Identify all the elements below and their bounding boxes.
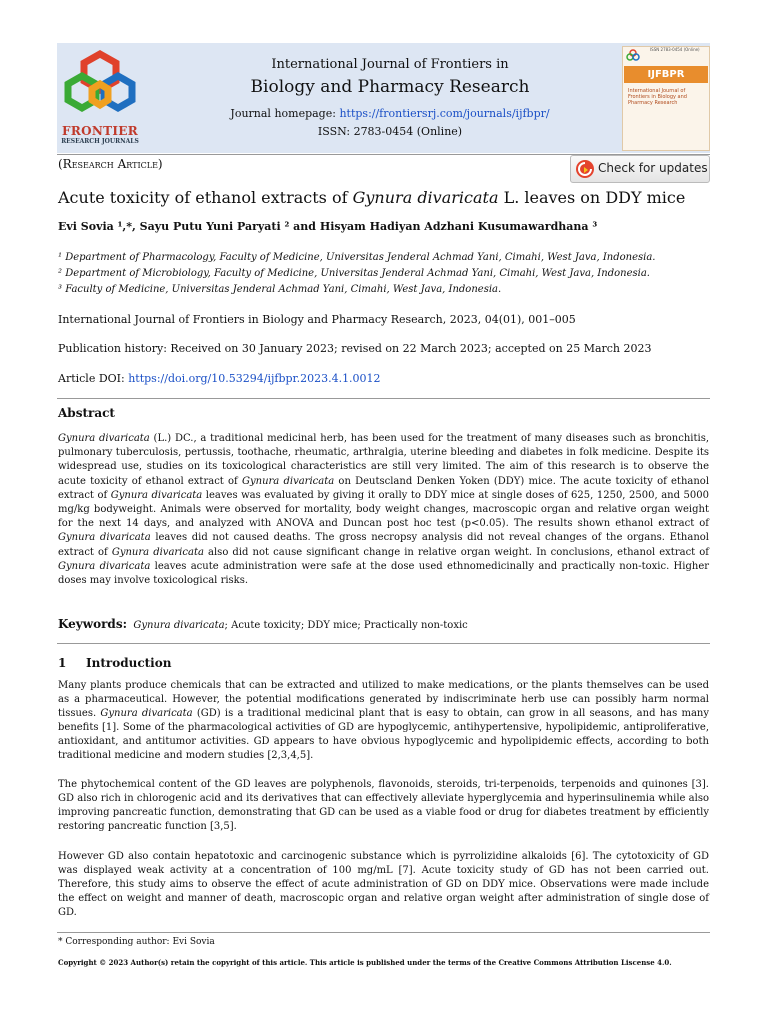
homepage-link[interactable]: https://frontiersrj.com/journals/ijfbpr/ <box>339 107 550 120</box>
check-updates-icon <box>575 159 595 179</box>
authors: Evi Sovia ¹,*, Sayu Putu Yuni Paryati ² and Hisyam Hadiyan Adzhani Kusumawardhana ³ <box>58 220 598 233</box>
check-updates-label: Check for updates <box>598 161 708 175</box>
copyright-notice: Copyright © 2023 Author(s) retain the copyright of this article. This article is published under the terms of the Creative Commons Attribution Liscense 4.0. <box>58 958 672 967</box>
abstract-text: Gynura divaricata (L.) DC., a traditional medicinal herb, has been used for the treatment of many diseases such as bronchitis, pulmonary tuberculosis, pertussis, toothache, rheumatic, arthralgia, uterine bleeding and diabetes in folk medicine. Despite its widespread use, studies on its toxicological characteristics are still very limited. The aim of this research is to observe the acute toxicity of ethanol extract of Gynura divaricata on Deutscland Denken Yoken (DDY) mice. The acute toxicity of ethanol extract of Gynura divaricata leaves was evaluated by giving it orally to DDY mice at single doses of 625, 1250, 2500, and 5000 mg/kg bodyweight. Animals were observed for mortality, body weight changes, macroscopic organ and relative organ weight for the next 14 days, and analyzed with ANOVA and Duncan post hoc test (p<0.05). The results shown ethanol extract of Gynura divaricata leaves did not caused deaths. The gross necropsy analysis did not reveal changes of the organs. Ethanol extract of Gynura divaricata also did not cause significant change in relative organ weight. In conclusions, ethanol extract of Gynura divaricata leaves acute administration were safe at the dose used ethnomedicinally and practically non-toxic. Higher doses may involve toxicological risks. <box>58 433 710 587</box>
cover-title: International Journal of Frontiers in Biology and Pharmacy Research <box>628 88 687 106</box>
affiliation-2: ² Department of Microbiology, Faculty of Medicine, Universitas Jenderal Achmad Yani, Cimahi, West Java, Indonesia. <box>58 268 650 279</box>
keywords-list: ; Acute toxicity; DDY mice; Practically non-toxic <box>224 620 468 631</box>
cover-top-text: ISSN 2783-0454 (Online) <box>650 47 700 52</box>
keywords <box>58 617 709 631</box>
journal-name-line2: Biology and Pharmacy Research <box>250 77 530 97</box>
affiliation-1: ¹ Department of Pharmacology, Faculty of Medicine, Universitas Jenderal Achmad Yani, Cimahi, West Java, Indonesia. <box>58 252 656 263</box>
intro-paragraph-2: The phytochemical content of the GD leaves are polyphenols, flavonoids, steroids, tri-terpenoids, terpenoids and quinones [3]. GD also rich in chlorogenic acid and its derivatives that can effectively alleviate hyperglycemia and hyperinsulinemia while also improving pancreatic function, demonstrating that GD can be used as a viable food or drug for diabetes treatment by efficiently restoring pancreatic function [3,5]. <box>58 779 709 833</box>
article-type: (Research Article) <box>58 157 163 171</box>
footnote-divider <box>57 932 710 933</box>
intro-paragraph-3: However GD also contain hepatotoxic and carcinogenic substance which is pyrrolizidine alkaloids [6]. The cytotoxicity of GD was displayed weak activity at a concentration of 100 mg/mL [7]. Acute toxicity study of GD has not been carried out. Therefore, this study aims to observe the effect of acute administration of GD on DDY mice. Observations were made include the effect on weight and manner of death, macroscopic organ and relative organ weight after administration of single dose of GD. <box>58 851 709 919</box>
divider <box>57 398 710 399</box>
keyword-species: Gynura divaricata <box>133 620 225 631</box>
doi-label: Article DOI: <box>58 372 129 385</box>
homepage-label: Journal homepage: <box>230 107 340 120</box>
citation: International Journal of Frontiers in Biology and Pharmacy Research, 2023, 04(01), 001–005 <box>58 313 576 326</box>
cover-band: IJFBPR <box>624 66 708 83</box>
intro-paragraph-1: Many plants produce chemicals that can be extracted and utilized to make medications, or the plants themselves can be used as a pharmaceutical. However, the potential modifications generated by indiscriminate herb use can possibly harm normal tissues. Gynura divaricata (GD) is a traditional medicinal plant that is easy to obtain, can grow in all seasons, and has many benefits [1]. Some of the pharmacological activities of GD are hypoglycemic, antihypertensive, hypolipidemic, antiproliferative, antioxidant, and antitumor activities. GD appears to have obvious hypoglycemic and hypolipidemic effects, according to both traditional medicine and modern studies [2,3,4,5]. <box>58 680 710 762</box>
logo-subtitle: RESEARCH JOURNALS <box>61 138 139 145</box>
section-title: Introduction <box>86 656 172 670</box>
corresponding-author: * Corresponding author: Evi Sovia <box>58 937 215 947</box>
title-part: Acute toxicity of ethanol extracts of <box>58 188 353 207</box>
article-title <box>58 188 708 207</box>
check-for-updates-button[interactable] <box>570 155 710 183</box>
issn: ISSN: 2783-0454 (Online) <box>317 125 463 138</box>
abstract-heading: Abstract <box>58 406 115 420</box>
journal-homepage <box>200 107 580 120</box>
title-part: L. leaves on DDY mice <box>498 188 686 207</box>
frontier-logo-icon <box>60 50 140 118</box>
title-species: Gynura divaricata <box>352 188 499 207</box>
divider <box>57 643 710 644</box>
section-number: 1 <box>58 656 67 670</box>
journal-name-line1: International Journal of Frontiers in <box>271 57 509 72</box>
affiliation-3: ³ Faculty of Medicine, Universitas Jenderal Achmad Yani, Cimahi, West Java, Indonesia. <box>58 284 502 295</box>
article-doi <box>58 372 708 385</box>
doi-link[interactable]: https://doi.org/10.53294/ijfbpr.2023.4.1.0012 <box>128 372 381 385</box>
keywords-label: Keywords: <box>58 617 128 631</box>
publication-history: Publication history: Received on 30 January 2023; revised on 22 March 2023; accepted on 25 March 2023 <box>58 342 652 355</box>
logo-wordmark: FRONTIER <box>62 124 138 138</box>
cover-logo-icon <box>626 48 640 62</box>
introduction-heading <box>58 656 171 670</box>
